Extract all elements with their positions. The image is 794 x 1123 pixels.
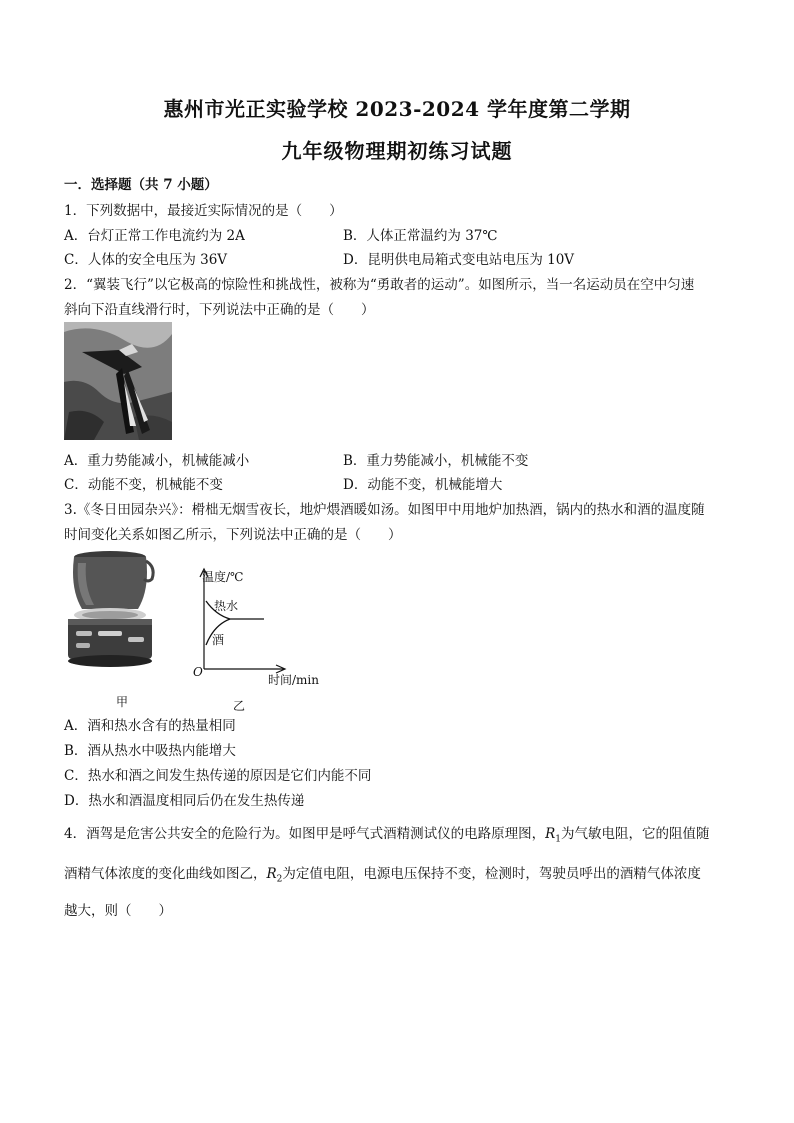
section-heading: 一．选择题（共 7 小题） <box>64 177 218 193</box>
q2-stem-line2: 斜向下沿直线滑行时，下列说法中正确的是（ ） <box>64 302 375 318</box>
q3-option-a: A．酒和热水含有的热量相同 <box>64 718 236 734</box>
temperature-time-graph <box>190 565 325 687</box>
q4-stem-line1 <box>64 822 710 845</box>
hot-water-curve-label: 热水 <box>214 599 239 613</box>
q1-option-d: D．昆明供电局箱式变电站电压为 10V <box>343 252 575 268</box>
q4-text-c: 酒精气体浓度的变化曲线如图乙， <box>64 866 267 882</box>
q2-option-c: C．动能不变，机械能不变 <box>64 477 223 493</box>
y-axis-label: 温度/℃ <box>202 570 244 584</box>
q2-option-b: B．重力势能减小，机械能不变 <box>343 453 529 469</box>
earth-stove-pot-figure <box>64 549 156 671</box>
wingsuit-flyer-illustration <box>64 322 172 440</box>
q4-text-a: 4．酒驾是危害公共安全的危险行为。如图甲是呼气式酒精测试仪的电路原理图， <box>64 826 546 842</box>
q1-option-b: B．人体正常温约为 37℃ <box>343 228 498 244</box>
q2-stem-line1: 2．“翼装飞行”以它极高的惊险性和挑战性，被称为“勇敢者的运动”。如图所示，当一名运动员在空中匀速 <box>64 277 695 293</box>
wine-curve-label: 酒 <box>212 633 225 647</box>
resistor-r2-subscript: 2 <box>276 874 283 885</box>
q1-option-c: C．人体的安全电压为 36V <box>64 252 228 268</box>
exam-subtitle: 九年级物理期初练习试题 <box>281 139 513 163</box>
pot-on-stove-illustration <box>64 549 156 671</box>
q4-stem-line2 <box>64 862 701 885</box>
resistor-r1-subscript: 1 <box>555 834 561 845</box>
x-axis-label: 时间/min <box>268 673 319 687</box>
q1-option-a: A．台灯正常工作电流约为 2A <box>64 228 245 244</box>
resistor-r2-symbol: R <box>266 866 277 882</box>
q3-stem-line2: 时间变化关系如图乙所示，下列说法中正确的是（ ） <box>64 527 402 543</box>
q3-option-c: C．热水和酒之间发生热传递的原因是它们内能不同 <box>64 768 372 784</box>
q4-stem-line3: 越大，则（ ） <box>64 903 172 919</box>
resistor-r1-symbol: R <box>545 826 556 842</box>
figure-jia-caption: 甲 <box>116 695 129 709</box>
q3-option-d: D．热水和酒温度相同后仍在发生热传递 <box>64 793 305 809</box>
q1-stem: 1．下列数据中，最接近实际情况的是（ ） <box>64 203 343 219</box>
q2-option-d: D．动能不变，机械能增大 <box>343 477 503 493</box>
q3-option-b: B．酒从热水中吸热内能增大 <box>64 743 236 759</box>
q4-text-b: 为气敏电阻，它的阻值随 <box>561 826 710 842</box>
q2-option-a: A．重力势能减小，机械能减小 <box>64 453 250 469</box>
q4-text-d: 为定值电阻，电源电压保持不变，检测时，驾驶员呼出的酒精气体浓度 <box>282 866 701 882</box>
origin-label: O <box>193 665 203 679</box>
wingsuit-photo <box>64 322 172 440</box>
figure-yi-caption: 乙 <box>233 699 246 713</box>
exam-title: 惠州市光正实验学校 2023-2024 学年度第二学期 <box>163 97 631 121</box>
q3-stem-line1: 3.《冬日田园杂兴》：榾柮无烟雪夜长，地炉煨酒暖如汤。如图甲中用地炉加热酒，锅内的热水和酒的温度随 <box>64 502 705 518</box>
